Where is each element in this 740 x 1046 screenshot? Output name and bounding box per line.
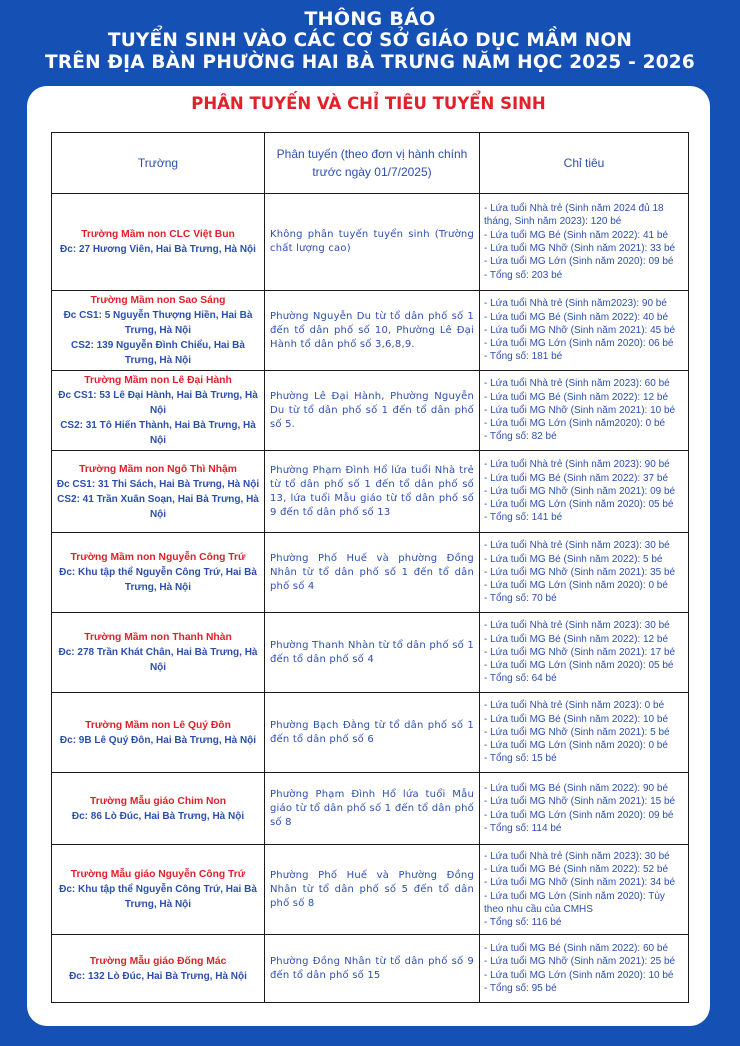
quota-line: - Tổng số: 70 bé: [484, 593, 557, 605]
header-area: Phân tuyến (theo đơn vị hành chính trước ngày 01/7/2025): [265, 133, 480, 194]
quota-line: - Tổng số: 181 bé: [484, 351, 563, 363]
school-name: Trường Mầm non Sao Sáng: [90, 295, 226, 306]
quota-line: - Lứa tuổi MG Lớn (Sinh năm 2020): 06 bé: [484, 338, 674, 350]
quota-line: - Lứa tuổi MG Lớn (Sinh năm 2020): 09 bé: [484, 809, 674, 821]
table-row: [52, 451, 689, 533]
school-address: Đc: 132 Lò Đúc, Hai Bà Trưng, Hà Nội: [69, 970, 247, 982]
area-cell: Không phân tuyến tuyển sinh (Trường chất lượng cao): [265, 194, 480, 291]
quota-line: - Lứa tuổi MG Bé (Sinh năm 2022): 5 bé: [484, 553, 663, 565]
quota-cell: [480, 451, 689, 533]
area-cell: Phường Phạm Đình Hổ lứa tuổi Nhà trẻ từ tổ dân phố số 1 đến tổ dân phố số 13, lứa tuổi Mẫu giáo từ tổ dân phố số 9 đến tổ dân phố số 13: [265, 451, 480, 533]
header-line-3: TRÊN ĐỊA BÀN PHƯỜNG HAI BÀ TRƯNG NĂM HỌC 2025 - 2026: [45, 52, 695, 73]
quota-line: - Tổng số: 64 bé: [484, 673, 557, 685]
header-line-2: TUYỂN SINH VÀO CÁC CƠ SỞ GIÁO DỤC MẦM NON: [107, 30, 633, 51]
quota-line: - Lứa tuổi Nhà trẻ (Sinh năm2023): 90 bé: [484, 298, 667, 310]
school-address: CS2: 31 Tô Hiến Thành, Hai Bà Trưng, Hà Nội: [60, 420, 256, 446]
content-card: [27, 86, 710, 1026]
table-row: [52, 693, 689, 773]
school-address: Đc: 9B Lê Quý Đôn, Hai Bà Trưng, Hà Nội: [59, 734, 257, 746]
school-name: Trường Mầm non CLC Việt Bun: [81, 229, 235, 240]
school-address: Đc CS1: 53 Lê Đại Hành, Hai Bà Trưng, Hà Nội: [58, 390, 258, 416]
quota-line: - Lứa tuổi MG Nhỡ (Sinh năm 2021): 33 bé: [484, 243, 676, 254]
quota-line: - Lứa tuổi MG Lớn (Sinh năm 2020): 05 bé: [484, 499, 674, 511]
quota-cell: [480, 371, 689, 451]
quota-cell: [480, 773, 689, 845]
quota-line: - Lứa tuổi MG Nhỡ (Sinh năm 2021): 15 bé: [484, 796, 676, 808]
school-address: Đc: 27 Hương Viên, Hai Bà Trưng, Hà Nội: [60, 244, 256, 255]
quota-line: - Lứa tuổi MG Bé (Sinh năm 2022): 52 bé: [484, 863, 669, 875]
quota-cell: [480, 693, 689, 773]
quota-line: - Lứa tuổi MG Bé (Sinh năm 2022): 37 bé: [484, 472, 669, 484]
quota-line: - Tổng số: 114 bé: [484, 822, 562, 834]
school-address: CS2: 139 Nguyễn Đình Chiểu, Hai Bà Trưng, Hà Nội: [71, 340, 245, 366]
school-cell: [52, 935, 265, 1003]
quota-line: - Lứa tuổi MG Nhỡ (Sinh năm 2021): 45 bé: [484, 324, 676, 336]
quota-line: - Tổng số: 95 bé: [484, 982, 557, 994]
quota-cell: [480, 845, 689, 935]
quota-line: - Lứa tuổi Nhà trẻ (Sinh năm 2023): 30 bé: [484, 540, 670, 552]
quota-cell: [480, 194, 689, 291]
quota-line: - Lứa tuổi MG Nhỡ (Sinh năm 2021): 09 bé: [484, 485, 676, 497]
quota-line: - Tổng số: 141 bé: [484, 512, 563, 524]
quota-line: - Lứa tuổi Nhà trẻ (Sinh năm 2023): 60 bé: [484, 378, 670, 390]
table-body: [52, 194, 689, 1003]
table-row: [52, 533, 689, 613]
quota-line: - Lứa tuổi MG Lớn (Sinh năm2020): 0 bé: [484, 418, 666, 430]
quota-line: - Lứa tuổi MG Lớn (Sinh năm 2020): 10 bé: [484, 969, 674, 981]
school-name: Trường Mẫu giáo Chim Non: [89, 795, 227, 807]
quota-line: - Lứa tuổi MG Nhỡ (Sinh năm 2021): 5 bé: [484, 726, 670, 738]
school-cell: [52, 194, 265, 291]
school-name: Trường Mẫu giáo Đống Mác: [89, 955, 227, 967]
header-title: THÔNG BÁO: [304, 8, 436, 30]
school-address: Đc: Khu tập thể Nguyễn Công Trứ, Hai Bà Trưng, Hà Nội: [59, 884, 257, 910]
quota-line: - Tổng số: 116 bé: [484, 917, 562, 929]
area-cell: Phường Phố Huế và phường Đồng Nhân từ tổ dân phố số 1 đến tổ dân phố số 4: [265, 533, 480, 613]
school-cell: [52, 773, 265, 845]
area-cell: Phường Bạch Đằng từ tổ dân phố số 1 đến tổ dân phố số 6: [265, 693, 480, 773]
area-cell: Phường Thanh Nhàn từ tổ dân phố số 1 đến tổ dân phố số 4: [265, 613, 480, 693]
school-address: Đc: Khu tập thể Nguyễn Công Trứ, Hai Bà Trưng, Hà Nội: [59, 567, 257, 593]
enrollment-table: [51, 132, 689, 1003]
quota-line: - Lứa tuổi MG Lớn (Sinh năm 2020): Tùy theo nhu cầu của CMHS: [484, 890, 665, 915]
quota-line: - Tổng số: 203 bé: [484, 269, 563, 281]
school-cell: [52, 371, 265, 451]
quota-line: - Lứa tuổi Nhà trẻ (Sinh năm 2024 đủ 18 tháng, Sinh năm 2023): 120 bé: [484, 203, 664, 228]
school-cell: [52, 451, 265, 533]
school-address: Đc CS1: 31 Thi Sách, Hai Bà Trưng, Hà Nội: [56, 478, 260, 490]
table-row: [52, 935, 689, 1003]
quota-line: - Lứa tuổi MG Bé (Sinh năm 2022): 41 bé: [484, 229, 669, 241]
school-name: Trường Mầm non Nguyễn Công Trứ: [70, 552, 246, 563]
quota-line: - Lứa tuổi MG Lớn (Sinh năm 2020): 0 bé: [484, 580, 668, 592]
area-cell: Phường Phạm Đình Hổ lứa tuổi Mẫu giáo từ tổ dân phố số 1 đến tổ dân phố số 8: [265, 773, 480, 845]
table-row: [52, 613, 689, 693]
quota-line: - Lứa tuổi MG Nhỡ (Sinh năm 2021): 35 bé: [484, 566, 676, 578]
quota-line: - Lứa tuổi MG Nhỡ (Sinh năm 2021): 17 bé: [484, 646, 676, 658]
table-row: [52, 371, 689, 451]
area-cell: Phường Đồng Nhân từ tổ dân phố số 9 đến tổ dân phố số 15: [265, 935, 480, 1003]
school-cell: [52, 613, 265, 693]
quota-line: - Lứa tuổi Nhà trẻ (Sinh năm 2023): 0 bé: [484, 700, 665, 712]
area-cell: Phường Nguyễn Du từ tổ dân phố số 1 đến tổ dân phố số 10, Phường Lê Đại Hành tổ dân phố số 3,6,8,9.: [265, 291, 480, 371]
header: [0, 8, 740, 74]
quota-line: - Lứa tuổi MG Nhỡ (Sinh năm 2021): 25 bé: [484, 956, 676, 968]
quota-line: - Tổng số: 15 bé: [484, 753, 557, 765]
header-quota: Chỉ tiêu: [480, 133, 689, 194]
table-subtitle: PHÂN TUYẾN VÀ CHỈ TIÊU TUYỂN SINH: [191, 94, 546, 113]
school-name: Trường Mầm non Thanh Nhàn: [84, 632, 232, 643]
school-address: Đc: 86 Lò Đúc, Hai Bà Trưng, Hà Nội: [71, 810, 245, 822]
quota-line: - Lứa tuổi MG Lớn (Sinh năm 2020): 05 bé: [484, 660, 674, 672]
quota-line: - Lứa tuổi MG Bé (Sinh năm 2022): 90 bé: [484, 782, 669, 794]
quota-line: - Lứa tuổi MG Bé (Sinh năm 2022): 40 bé: [484, 311, 669, 323]
quota-line: - Lứa tuổi Nhà trẻ (Sinh năm 2023): 30 bé: [484, 850, 670, 862]
school-address: CS2: 41 Trần Xuân Soạn, Hai Bà Trưng, Hà Nội: [57, 493, 259, 520]
school-name: Trường Mầm non Ngô Thì Nhậm: [79, 463, 237, 475]
quota-cell: [480, 533, 689, 613]
header-school: Trường: [52, 133, 265, 194]
school-name: Trường Mẫu giáo Nguyễn Công Trứ: [70, 869, 246, 880]
quota-line: - Lứa tuổi MG Nhỡ (Sinh năm 2021): 34 bé: [484, 877, 676, 889]
quota-line: - Tổng số: 82 bé: [484, 431, 557, 443]
quota-cell: [480, 291, 689, 371]
quota-line: - Lứa tuổi MG Bé (Sinh năm 2022): 12 bé: [484, 633, 669, 645]
quota-line: - Lứa tuổi MG Nhỡ (Sinh năm 2021): 10 bé: [484, 404, 676, 416]
table-row: [52, 194, 689, 291]
quota-line: - Lứa tuổi MG Bé (Sinh năm 2022): 12 bé: [484, 391, 669, 403]
quota-line: - Lứa tuổi MG Lớn (Sinh năm 2020): 0 bé: [484, 740, 668, 752]
school-cell: [52, 291, 265, 371]
school-address: Đc: 278 Trần Khát Chân, Hai Bà Trưng, Hà Nội: [58, 647, 258, 673]
quota-line: - Lứa tuổi MG Lớn (Sinh năm 2020): 09 bé: [484, 256, 674, 268]
quota-line: - Lứa tuổi Nhà trẻ (Sinh năm 2023): 90 bé: [484, 459, 670, 471]
school-name: Trường Mầm non Lê Quý Đôn: [85, 719, 231, 731]
table-row: [52, 845, 689, 935]
quota-line: - Lứa tuổi MG Bé (Sinh năm 2022): 10 bé: [484, 713, 669, 725]
table-row: [52, 291, 689, 371]
school-name: Trường Mầm non Lê Đại Hành: [84, 375, 232, 386]
school-address: Đc CS1: 5 Nguyễn Thượng Hiền, Hai Bà Trưng, Hà Nội: [63, 310, 253, 336]
area-cell: Phường Phố Huế và Phường Đồng Nhân từ tổ dân phố số 5 đến tổ dân phố số 8: [265, 845, 480, 935]
table-row: [52, 773, 689, 845]
school-cell: [52, 533, 265, 613]
area-cell: Phường Lê Đại Hành, Phường Nguyễn Du từ tổ dân phố số 1 đến tổ dân phố số 5.: [265, 371, 480, 451]
quota-line: - Lứa tuổi MG Bé (Sinh năm 2022): 60 bé: [484, 942, 669, 954]
school-cell: [52, 845, 265, 935]
quota-line: - Lứa tuổi Nhà trẻ (Sinh năm 2023): 30 bé: [484, 620, 670, 632]
quota-cell: [480, 613, 689, 693]
table-header-row: [52, 133, 689, 194]
quota-cell: [480, 935, 689, 1003]
school-cell: [52, 693, 265, 773]
